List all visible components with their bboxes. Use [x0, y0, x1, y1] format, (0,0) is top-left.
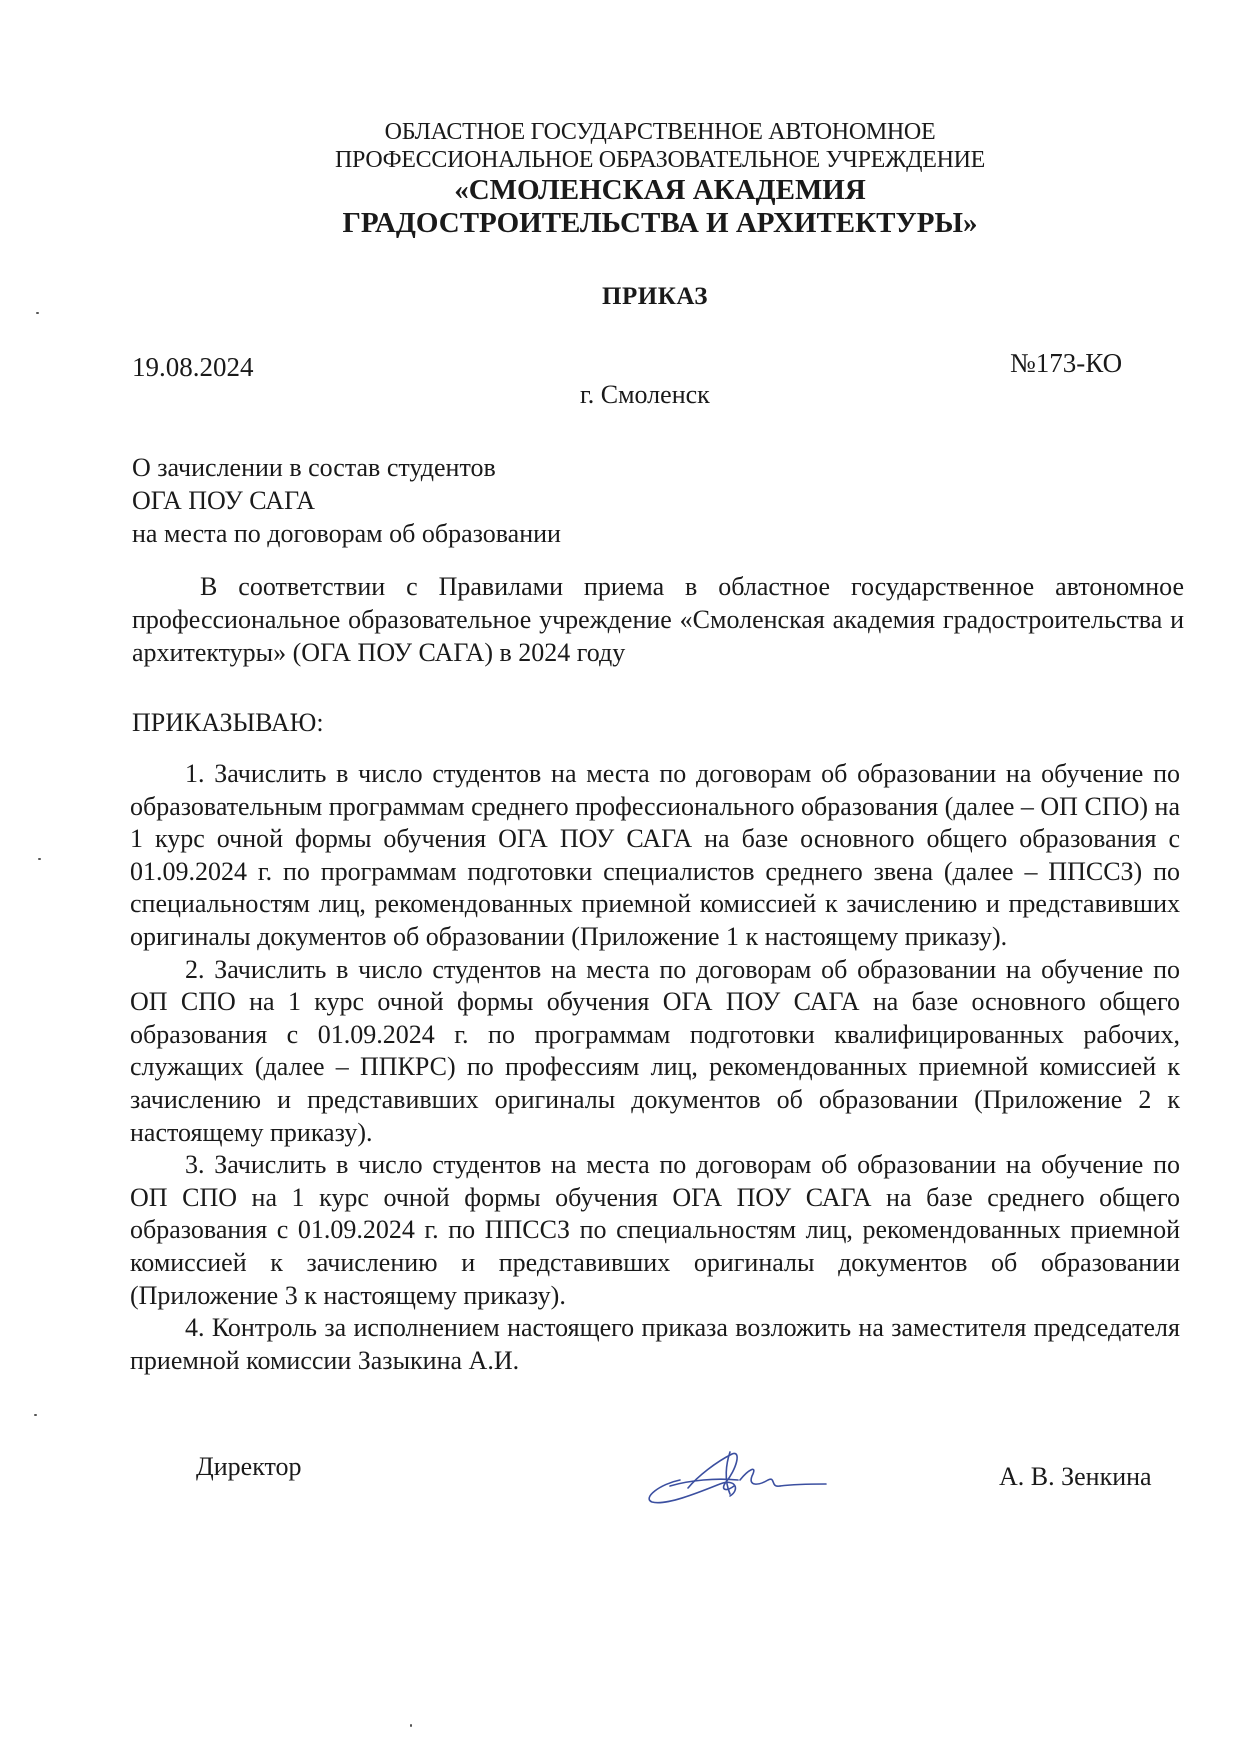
signatory-role: Директор [196, 1452, 302, 1481]
document-number: №173-КО [1010, 348, 1123, 378]
document-date: 19.08.2024 [132, 352, 254, 382]
order-items [130, 758, 1180, 1377]
preamble-paragraph: В соответствии с Правилами приема в областное государственное автономное профессиональное образовательное учреждение «Смоленская академия градостроительства и архитектуры» (ОГА ПОУ САГА) в 2024 году [132, 572, 1184, 667]
document-city: г. Смоленск [580, 380, 710, 409]
document-subject [132, 451, 561, 550]
header-line-4: ГРАДОСТРОИТЕЛЬСТВА И АРХИТЕКТУРЫ» [342, 207, 978, 239]
document-type-title: ПРИКАЗ [602, 283, 708, 310]
order-item-1: 1. Зачислить в число студентов на места по договорам об образовании на обучение по образовательным программам среднего профессионального образования (далее – ОП СПО) на 1 курс очной формы обучения ОГА ПОУ САГА на базе основного общего образования с 01.09.2024 г. по программам подготовки специалистов среднего звена (далее – ППССЗ) по специальностям лиц, рекомендованных приемной комиссией к зачислению и представивших оригиналы документов об образовании (Приложение 1 к настоящему приказу). [130, 759, 1180, 951]
scan-artifact [410, 1724, 412, 1727]
subject-line-3: на места по договорам об образовании [132, 519, 561, 548]
scan-artifact [38, 858, 41, 860]
header-line-1: ОБЛАСТНОЕ ГОСУДАРСТВЕННОЕ АВТОНОМНОЕ [384, 119, 936, 145]
scan-artifact [34, 1414, 37, 1416]
signature-block [0, 1440, 1240, 1530]
order-directive: ПРИКАЗЫВАЮ: [132, 708, 324, 737]
order-item-2: 2. Зачислить в число студентов на места по договорам об образовании на обучение по ОП СПО на 1 курс очной формы обучения ОГА ПОУ САГА на базе основного общего образования с 01.09.2024 г. по программам подготовки квалифицированных рабочих, служащих (далее – ППКРС) по профессиям лиц, рекомендованных приемной комиссией к зачислению и представивших оригиналы документов об образовании (Приложение 2 к настоящему приказу). [130, 954, 1180, 1147]
subject-line-2: ОГА ПОУ САГА [132, 486, 316, 515]
header-line-2: ПРОФЕССИОНАЛЬНОЕ ОБРАЗОВАТЕЛЬНОЕ УЧРЕЖДЕНИЕ [334, 147, 986, 173]
order-item-4: 4. Контроль за исполнением настоящего приказа возложить на заместителя председателя приемной комиссии Зазыкина А.И. [130, 1313, 1180, 1375]
signatory-name: А. В. Зенкина [999, 1462, 1152, 1491]
subject-line-1: О зачислении в состав студентов [132, 453, 496, 482]
organization-header [200, 118, 1120, 240]
header-line-3: «СМОЛЕНСКАЯ АКАДЕМИЯ [454, 174, 866, 206]
order-item-3: 3. Зачислить в число студентов на места по договорам об образовании на обучение по ОП СПО на 1 курс очной формы обучения ОГА ПОУ САГА на базе среднего общего образования с 01.09.2024 г. по ППССЗ по специальностям лиц, рекомендованных приемной комиссией к зачислению и представивших оригиналы документов об образовании (Приложение 3 к настоящему приказу). [130, 1150, 1180, 1310]
handwritten-signature [640, 1440, 830, 1512]
scan-artifact [36, 312, 39, 314]
